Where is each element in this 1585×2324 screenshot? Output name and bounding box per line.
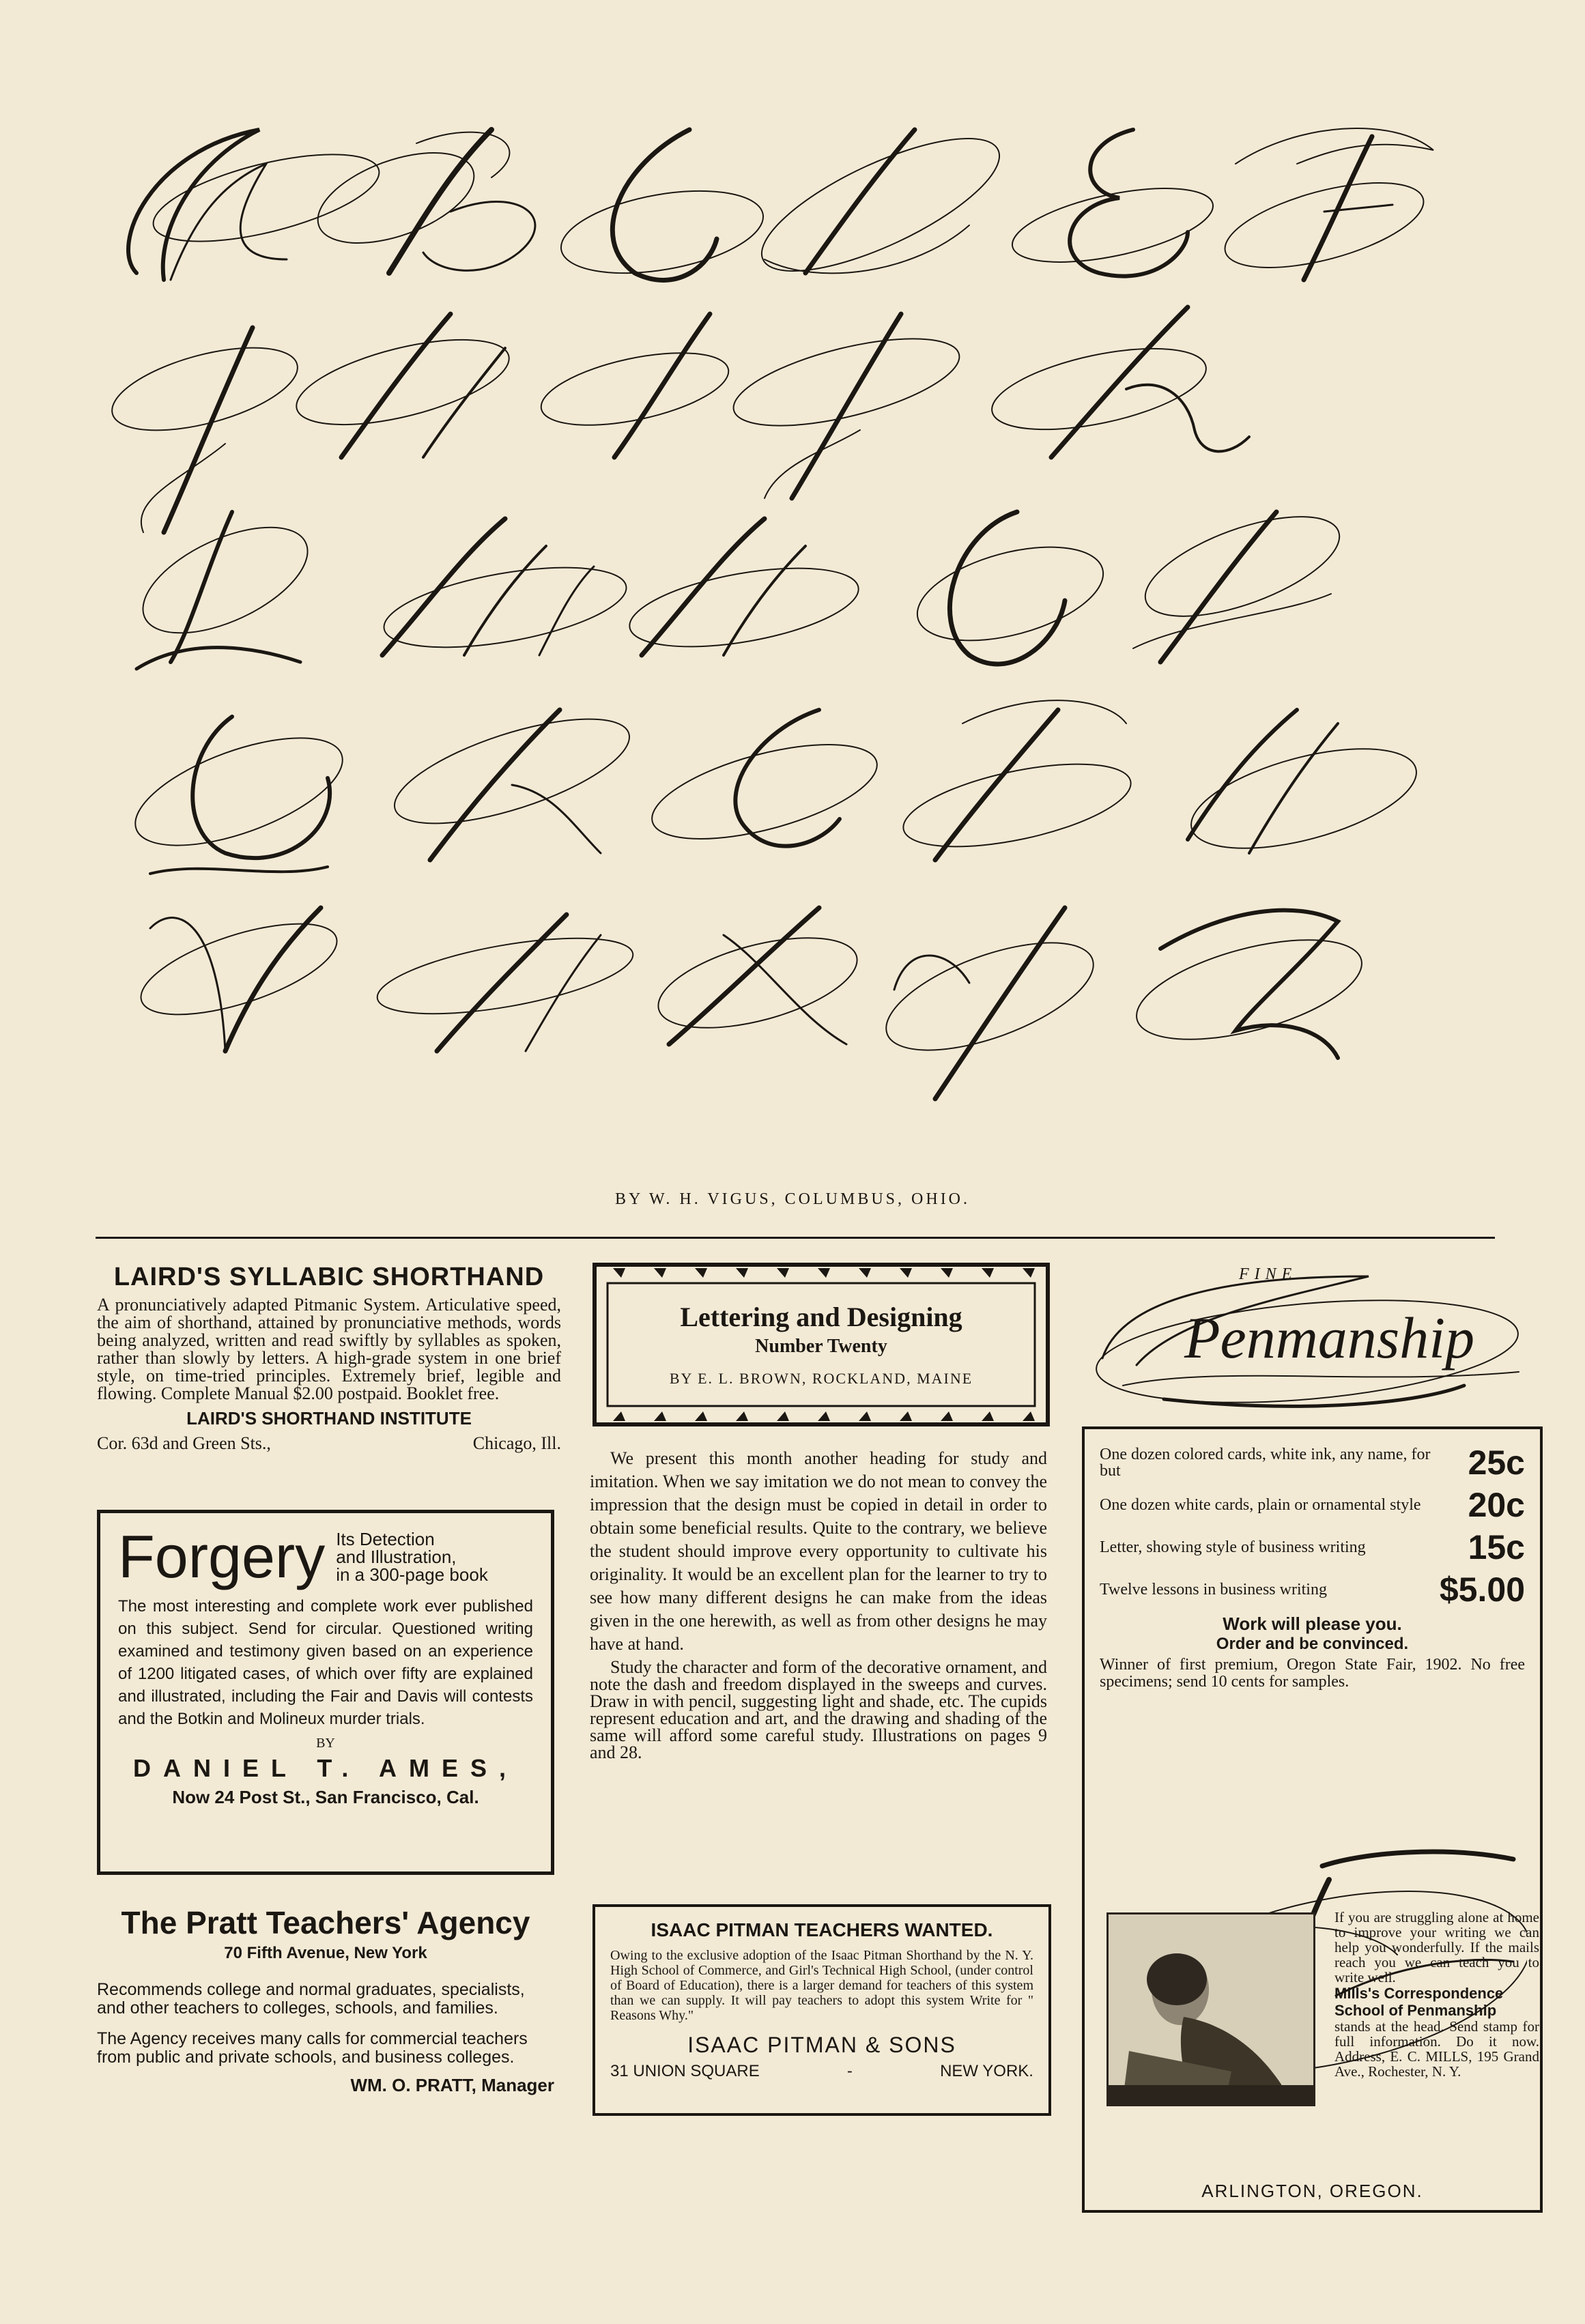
lairds-city: Chicago, Ill. [472, 1433, 561, 1453]
price-item-4-value: $5.00 [1439, 1570, 1525, 1609]
penmanship-winner: Winner of first premium, Oregon State Fair, 1902. No free specimens; send 10 cents for samples. [1100, 1656, 1525, 1691]
forgery-ad [97, 1510, 554, 1875]
script-capital-j [726, 314, 967, 498]
penmanship-city: ARLINGTON, OREGON. [1201, 2181, 1423, 2201]
script-capital-v [131, 905, 347, 1051]
pratt-agency-ad [97, 1904, 554, 2096]
script-capital-m [378, 519, 632, 662]
price-item-1-text: One dozen colored cards, white ink, any name, for but [1100, 1446, 1431, 1480]
pitman-ad [592, 1904, 1051, 2116]
script-capital-x [649, 908, 866, 1046]
student-writing-photo [1106, 1912, 1315, 2106]
horizontal-divider [96, 1237, 1495, 1239]
penmanship-fine: FINE [1239, 1265, 1298, 1283]
penmanship-order: Order and be convinced. [1216, 1635, 1409, 1653]
lairds-institute: LAIRD'S SHORTHAND INSTITUTE [186, 1408, 472, 1429]
script-capital-y [873, 908, 1106, 1099]
script-capital-r [384, 698, 640, 860]
price-item-3-text: Letter, showing style of business writing [1100, 1538, 1366, 1556]
script-capital-s [643, 710, 887, 858]
script-capital-h [289, 314, 517, 457]
lairds-address: Cor. 63d and Green Sts., [97, 1433, 271, 1453]
forgery-title: Forgery [118, 1523, 326, 1590]
lettering-number: Number Twenty [755, 1336, 887, 1357]
script-capital-l [128, 506, 323, 669]
script-capital-n [624, 519, 864, 661]
mills-school: Mills's Correspondence School of Penmanship [1334, 1985, 1504, 2019]
forgery-subtitle-1: Its Detection [336, 1529, 435, 1549]
forgery-subtitle-3: in a 300-page book [336, 1564, 488, 1585]
lettering-byline: BY E. L. BROWN, ROCKLAND, MAINE [669, 1370, 973, 1387]
lettering-paragraph-2: Study the character and form of the decorative ornament, and note the dash and freedom displayed in the sweeps and curves. Draw in with pencil, suggesting light and shade, etc. The cupids represent education and art, and the drawing and shading of the same will afford some careful study. Illustrations on pages 9 and 28. [590, 1657, 1047, 1762]
script-capital-c [555, 130, 770, 287]
script-capital-k [985, 307, 1249, 457]
price-item-3-value: 15c [1468, 1528, 1525, 1566]
lettering-paragraph-1: We present this month another heading for study and imitation. When we say imitation we do not mean to convey the impression that the design must be copied in detail in order to obtain some beneficial results. Quite to the contrary, we believe the student should improve every opportunity to cultivate his originality. It would be an excellent plan for the learner to try to see how many different designs he can make from the ideas given in the one herewith, as well as from other designs he may have at hand. [590, 1448, 1047, 1654]
lettering-header [592, 1263, 1050, 1426]
pitman-title: ISAAC PITMAN TEACHERS WANTED. [651, 1919, 993, 1940]
script-capital-g [104, 328, 306, 532]
lettering-title: Lettering and Designing [680, 1302, 962, 1332]
forgery-author: DANIEL T. AMES, [132, 1754, 519, 1782]
pitman-body: Owing to the exclusive adoption of the Isaac Pitman Shorthand by the N. Y. High School of Commerce, and Girl's Technical High School, (under control of Board of Education), there is a larger demand for teachers of this system than we can supply. It will pay teachers to adopt this system Write for " Reasons Why." [610, 1948, 1033, 2023]
price-list [1100, 1443, 1525, 1609]
script-capital-w [372, 915, 638, 1051]
penmanship-ad [1082, 1256, 1543, 2324]
lettering-article [590, 1447, 1047, 1761]
mills-intro: If you are struggling alone at home to improve your writing we can help you wonderfully. If the mails reach you we can teach you to write well. [1334, 1909, 1539, 1985]
penmanship-please: Work will please you. [1223, 1613, 1402, 1634]
pratt-paragraph-2: The Agency receives many calls for commercial teachers from public and private schools, and business colleges. [97, 2029, 528, 2067]
lairds-title: LAIRD'S SYLLABIC SHORTHAND [113, 1263, 545, 1291]
script-capital-u [1181, 710, 1426, 868]
price-item-2-text: One dozen white cards, plain or ornamental style [1100, 1496, 1421, 1514]
script-capital-f [1216, 128, 1433, 285]
script-capital-p [1133, 496, 1352, 662]
pitman-address: 31 UNION SQUARE [610, 2062, 760, 2080]
mills-details: stands at the head. Send stamp for full information. Do it now. Address, E. C. MILLS, 195 Grand Ave., Rochester, N. Y. [1334, 2018, 1539, 2080]
script-alphabet-plate [82, 96, 1502, 1188]
plate-credit: BY W. H. VIGUS, COLUMBUS, OHIO. [614, 1190, 971, 1208]
penmanship-script-title: Penmanship [1184, 1305, 1475, 1371]
script-capital-q [122, 716, 356, 874]
script-capital-o [907, 512, 1113, 664]
script-capital-b [306, 130, 535, 273]
forgery-body: The most interesting and complete work ever published on this subject. Send for circular. Questioned writing examined and testimony given based on an experience of 1200 litigated cases, of which over fifty are explained and illustrated, including the Fair and Davis will contests and the Botkin and Molineux murder trials. [118, 1597, 533, 1728]
forgery-subtitle-2: and Illustration, [336, 1547, 457, 1567]
photo-illustration [1109, 1914, 1313, 2104]
script-capital-t [896, 700, 1137, 863]
script-capital-z [1126, 910, 1371, 1059]
pratt-signature: WM. O. PRATT, Manager [350, 2075, 554, 2095]
price-item-4-text: Twelve lessons in business writing [1100, 1581, 1327, 1598]
script-capital-i [535, 314, 735, 457]
script-capital-a [128, 130, 387, 280]
pitman-dash: - [846, 2062, 853, 2080]
pitman-firm: ISAAC PITMAN & SONS [687, 2033, 956, 2057]
lairds-body: A pronunciatively adapted Pitmanic System. Articulative speed, the aim of shorthand, attained by pronunciative methods, words being analyzed, written and read swiftly by syllables as spoken, rather than slowly by letters. A high-grade system in one brief style, on time-tried principles. Extremely brief, legible and flowing. Complete Manual $2.00 postpaid. Booklet free. [97, 1295, 561, 1403]
pitman-city: NEW YORK. [940, 2062, 1033, 2080]
pratt-paragraph-1: Recommends college and normal graduates, specialists, and other teachers to colleges, schools, and families. [97, 1980, 525, 2018]
price-item-2-value: 20c [1468, 1486, 1525, 1524]
mills-ad [1082, 1904, 1543, 2109]
pratt-title: The Pratt Teachers' Agency [121, 1905, 530, 1940]
script-capital-e [1006, 130, 1219, 276]
price-item-1-value: 25c [1468, 1444, 1525, 1482]
lairds-shorthand-ad [97, 1263, 561, 1454]
script-capital-d [745, 113, 1015, 296]
pratt-address: 70 Fifth Avenue, New York [224, 1944, 427, 1962]
forgery-address: Now 24 Post St., San Francisco, Cal. [172, 1787, 479, 1807]
forgery-by: BY [316, 1736, 335, 1751]
